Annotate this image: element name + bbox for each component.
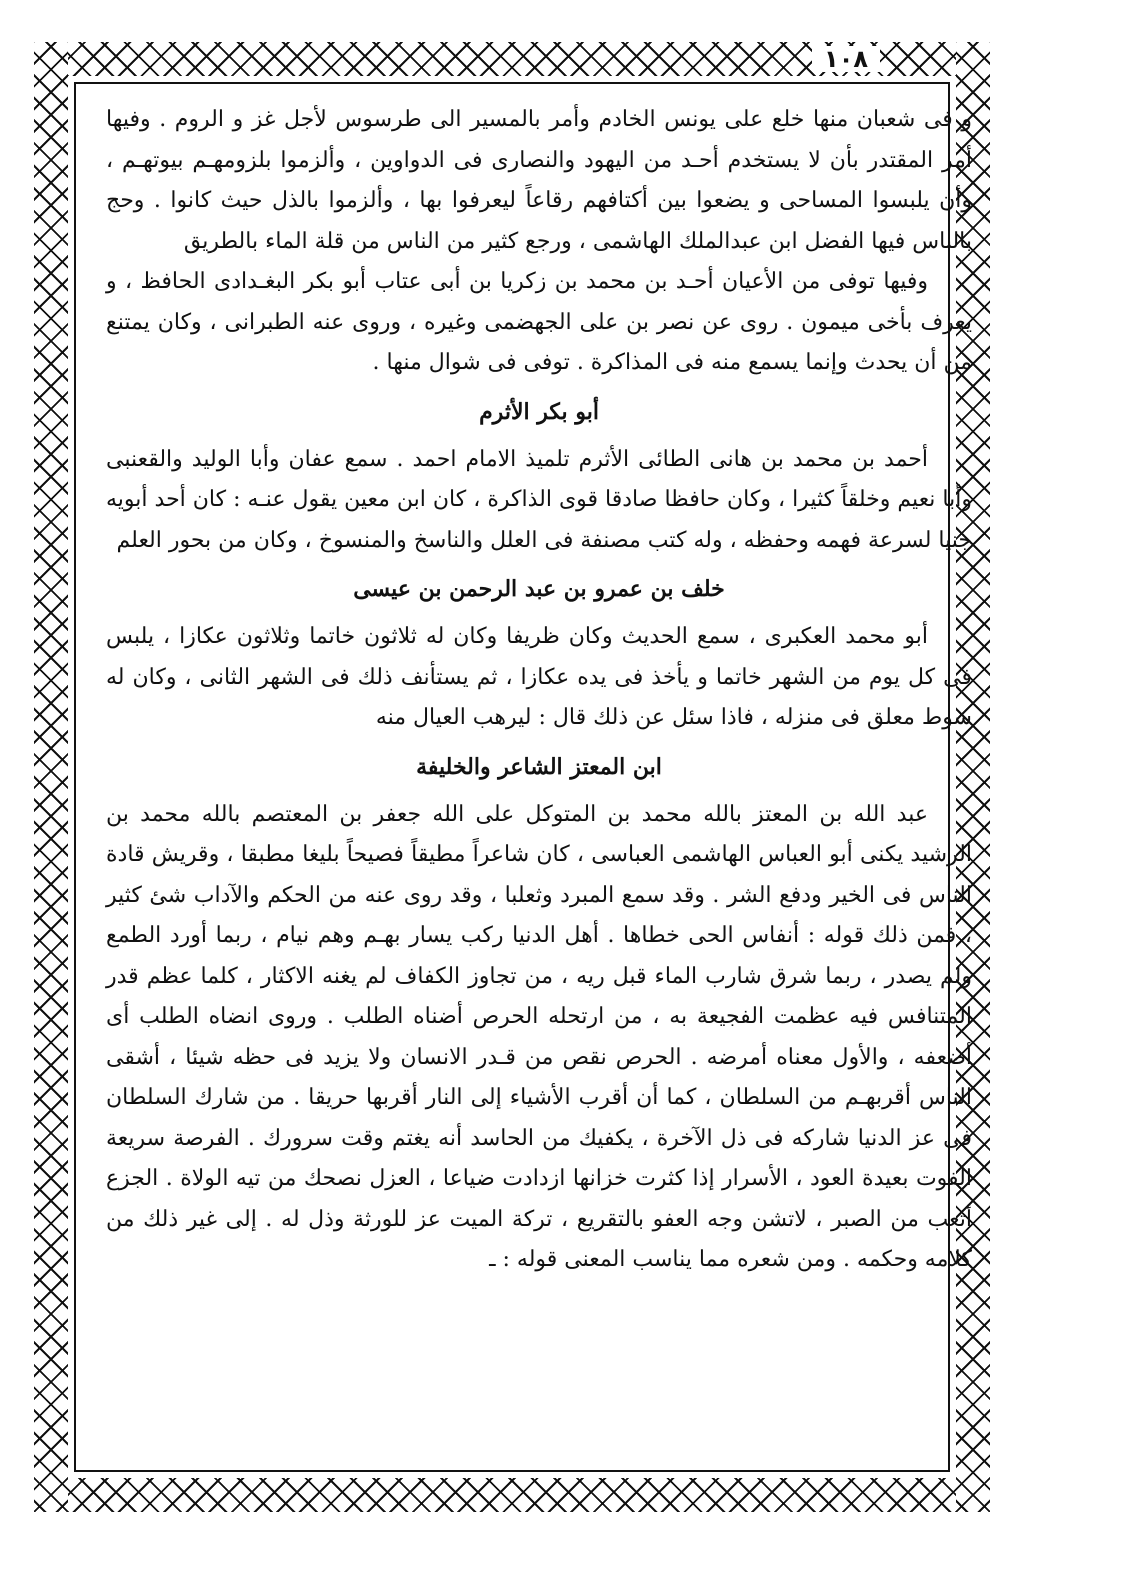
ornamental-border-left: [34, 42, 68, 1512]
section-heading: أبو بكر الأثرم: [479, 398, 599, 425]
section-body: أحمد بن محمد بن هانى الطائى الأثرم تلميذ الامام احمد . سمع عفان وأبا الوليد والقعنبى وأبا نعيم وخلقاً كثيرا ، وكان حافظا صادقا قوى الذاكرة ، كان ابن معين يقول عنـه : كان أحد أبويه جنيا لسرعة فهمه وحفظه ، وله كتب مصنفة فى العلل والناسخ والمنسوخ ، وكان من بحور العلم: [106, 446, 972, 553]
ornamental-border-bottom: [34, 1478, 990, 1512]
page-content: [106, 100, 972, 1281]
section-body: أبو محمد العكبرى ، سمع الحديث وكان ظريفا وكان له ثلاثون خاتما وثلاثون عكازا ، يلبس فى كل يوم من الشهر خاتما و يأخذ فى يده عكازا ، ثم يستأنف ذلك فى الشهر الثانى ، وكان له سوط معلق فى منزله ، فاذا سئل عن ذلك قال : ليرهب العيال منه: [106, 624, 972, 730]
section-heading: خلف بن عمرو بن عبد الرحمن بن عيسى: [353, 576, 725, 602]
paragraph: وفيها توفى من الأعيان أحـد بن محمد بن زكريا بن أبى عتاب أبو بكر البغـدادى الحافظ ، و يعرف بأخى ميمون . روى عن نصر بن على الجهضمى وغيره ، وروى عنه الطبرانى ، وكان يمتنع من أن يحدث وإنما يسمع منه فى المذاكرة . توفى فى شوال منها .: [106, 269, 972, 375]
section-body: عبد الله بن المعتز بالله محمد بن المتوكل على الله جعفر بن المعتصم بالله محمد بن الرشيد يكنى أبو العباس الهاشمى العباسى ، كان شاعراً مطيقاً فصيحاً بليغا مطبقا ، وقريش قادة الناس فى الخير ودفع الشر . وقد سمع المبرد وثعلبا ، وقد روى عنه من الحكم والآداب شئ كثير ، فمن ذلك قوله : أنفاس الحى خطاها . أهل الدنيا ركب يسار بهـم وهم نيام ، ربما أورد الطمع ولم يصدر ، ربما شرق شارب الماء قبل ريه ، من تجاوز الكفاف لم يغنه الاكثار ، كلما عظم قدر المتنافس فيه عظمت الفجيعة به ، من ارتحله الحرص أضناه الطلب . وروى انضاه الطلب أى أضعفه ، والأول معناه أمرضه . الحرص نقص من قـدر الانسان ولا يزيد فى حظه شيئا ، أشقى الناس أقربهـم من السلطان ، كما أن أقرب الأشياء إلى النار أقربها حريقا . من شارك السلطان فى عز الدنيا شاركه فى ذل الآخرة ، يكفيك من الحاسد أنه يغتم وقت سرورك . الفرصة سريعة الفوت بعيدة العود ، الأسرار إذا كثرت خزانها ازدادت ضياعا ، العزل نصحك من تيه الولاة . الجزع أتعب من الصبر ، لاتشن وجه العفو بالتقريع ، تركة الميت عز للورثة وذل له . إلى غير ذلك من كلامه وحكمه . ومن شعره مما يناسب المعنى قوله : ـ: [106, 801, 972, 1272]
section-heading: ابن المعتز الشاعر والخليفة: [416, 753, 662, 780]
paragraph: و فى شعبان منها خلع على يونس الخادم وأمر بالمسير الى طرسوس لأجل غز و الروم . وفيها أمر المقتدر بأن لا يستخدم أحـد من اليهود والنصارى فى الدواوين ، وألزموا بلزومهـم بيوتهـم ، وأن يلبسوا المساحى و يضعوا بين أكتافهم رقاعاً ليعرفوا بها ، وألزموا بالذل حيث كانوا . وحج بالناس فيها الفضل ابن عبدالملك الهاشمى ، ورجع كثير من الناس من قلة الماء بالطريق: [106, 107, 972, 254]
page-number: ١٠٨: [812, 46, 880, 72]
